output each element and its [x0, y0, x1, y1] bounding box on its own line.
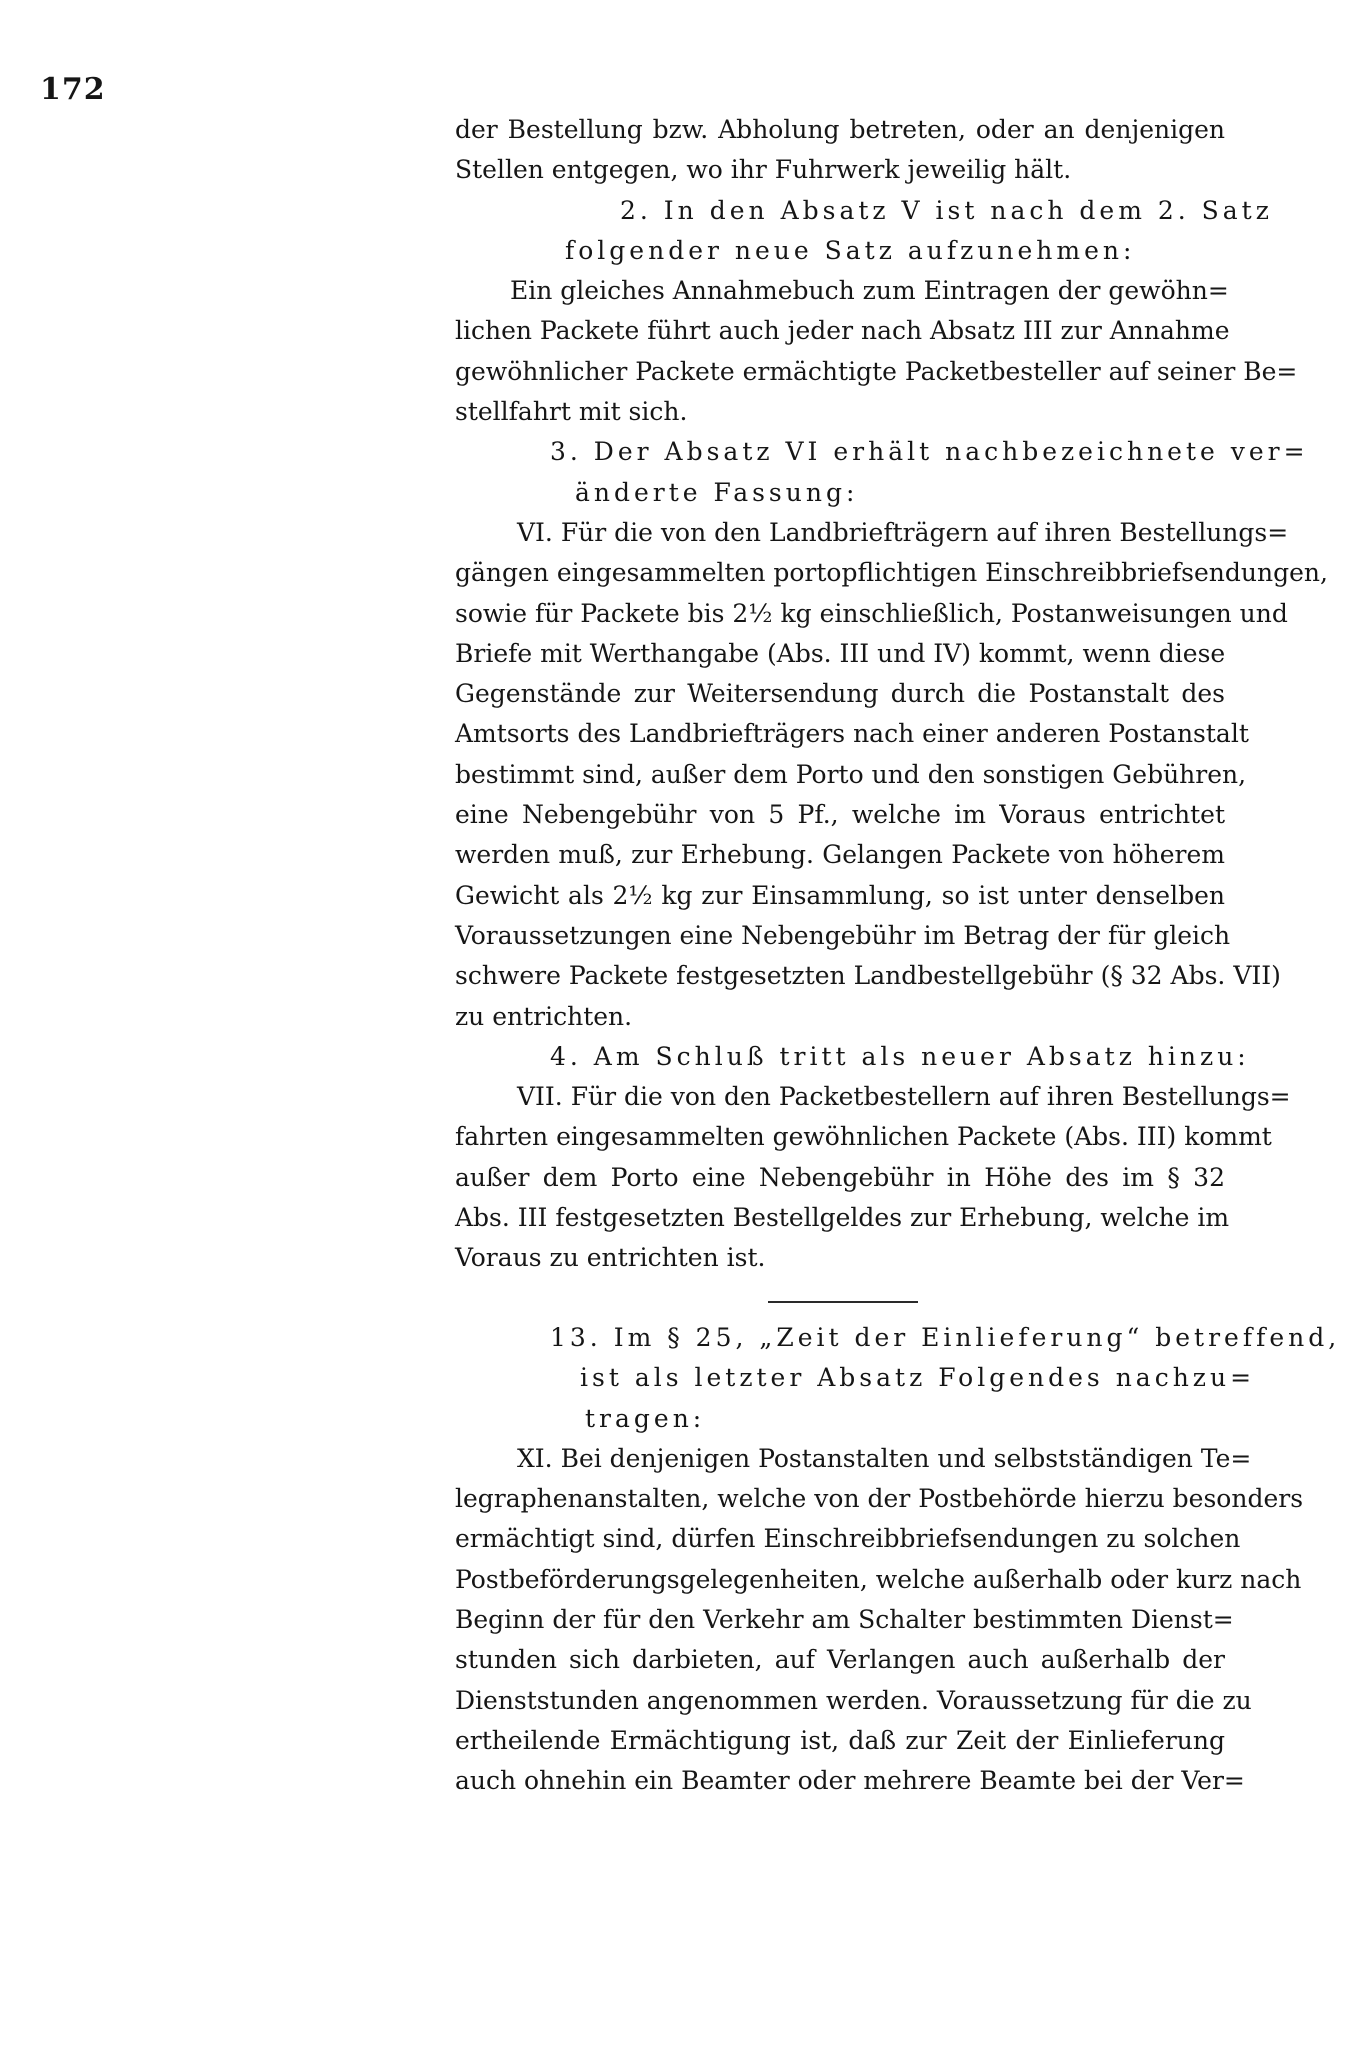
amendment-heading-4: 4. Am Schluß tritt als neuer Absatz hinzu:	[550, 1041, 1250, 1071]
text-line: lichen Packete führt auch jeder nach Absatz III zur Annahme	[455, 316, 1230, 346]
paragraph-vii-start: VII. Für die von den Packetbestellern auf ihren Bestellungs=	[517, 1082, 1291, 1112]
text-line: schwere Packete festgesetzten Landbestellgebühr (§ 32 Abs. VII)	[455, 961, 1281, 991]
text-line: der Bestellung bzw. Abholung betreten, oder an denjenigen	[455, 115, 1225, 144]
text-line: zu entrichten.	[455, 1001, 633, 1031]
amendment-heading-3-cont: änderte Fassung:	[575, 477, 859, 507]
text-line: fahrten eingesammelten gewöhnlichen Packete (Abs. III) kommt	[455, 1122, 1272, 1152]
text-line: werden muß, zur Erhebung. Gelangen Packete von höherem	[455, 840, 1225, 870]
text-line: Voraus zu entrichten ist.	[455, 1243, 766, 1273]
text-line: Ein gleiches Annahmebuch zum Eintragen der gewöhn=	[510, 276, 1229, 306]
paragraph-vi-start: VI. Für die von den Landbriefträgern auf ihren Bestellungs=	[517, 517, 1289, 547]
text-line: auch ohnehin ein Beamter oder mehrere Beamte bei der Ver=	[455, 1766, 1245, 1796]
text-line: Beginn der für den Verkehr am Schalter bestimmten Dienst=	[455, 1605, 1234, 1635]
amendment-heading-3: 3. Der Absatz VI erhält nachbezeichnete ver=	[550, 437, 1309, 467]
text-line: bestimmt sind, außer dem Porto und den sonstigen Gebühren,	[455, 759, 1247, 789]
text-line: außer dem Porto eine Nebengebühr in Höhe des im § 32	[455, 1162, 1225, 1192]
text-line: Gegenstände zur Weitersendung durch die Postanstalt des	[455, 679, 1225, 709]
text-line: gängen eingesammelten portopflichtigen Einschreibbriefsendungen,	[455, 558, 1328, 588]
text-line: Postbeförderungsgelegenheiten, welche außerhalb oder kurz nach	[455, 1564, 1302, 1594]
text-line: Dienststunden angenommen werden. Voraussetzung für die zu	[455, 1685, 1252, 1715]
text-line: legraphenanstalten, welche von der Postbehörde hierzu besonders	[455, 1484, 1304, 1514]
text-line: Abs. III festgesetzten Bestellgeldes zur Erhebung, welche im	[455, 1203, 1230, 1233]
text-line: Stellen entgegen, wo ihr Fuhrwerk jeweilig hält.	[455, 155, 1072, 185]
text-line: Amtsorts des Landbriefträgers nach einer anderen Postanstalt	[455, 719, 1249, 749]
text-line: stellfahrt mit sich.	[455, 397, 688, 427]
amendment-heading-13: 13. Im § 25, „Zeit der Einlieferung“ betreffend,	[550, 1323, 1341, 1352]
section-2-text	[455, 1318, 1341, 1802]
section-divider	[768, 1301, 918, 1303]
amendment-heading-13-cont-2: tragen:	[585, 1403, 706, 1433]
section-1-text	[455, 110, 1328, 1279]
text-line: stunden sich darbieten, auf Verlangen auch außerhalb der	[455, 1645, 1225, 1675]
text-line: Briefe mit Werthangabe (Abs. III und IV) kommt, wenn diese	[455, 638, 1226, 668]
text-line: eine Nebengebühr von 5 Pf., welche im Voraus entrichtet	[455, 800, 1225, 830]
text-line: gewöhnlicher Packete ermächtigte Packetbesteller auf seiner Be=	[455, 356, 1298, 386]
amendment-heading-2-cont: folgender neue Satz aufzunehmen:	[565, 235, 1136, 265]
text-line: Voraussetzungen eine Nebengebühr im Betrag der für gleich	[455, 920, 1231, 950]
text-line: ertheilende Ermächtigung ist, daß zur Zeit der Einlieferung	[455, 1725, 1225, 1755]
text-line: sowie für Packete bis 2½ kg einschließlich, Postanweisungen und	[455, 598, 1288, 628]
text-line: Gewicht als 2½ kg zur Einsammlung, so ist unter denselben	[455, 880, 1225, 910]
text-line: ermächtigt sind, dürfen Einschreibbriefsendungen zu solchen	[455, 1524, 1241, 1554]
amendment-heading-13-cont: ist als letzter Absatz Folgendes nachzu=	[580, 1363, 1256, 1393]
page-number: 172	[40, 72, 106, 107]
amendment-heading-2: 2. In den Absatz V ist nach dem 2. Satz	[620, 195, 1273, 225]
paragraph-xi-start: XI. Bei denjenigen Postanstalten und selbstständigen Te=	[517, 1443, 1252, 1473]
